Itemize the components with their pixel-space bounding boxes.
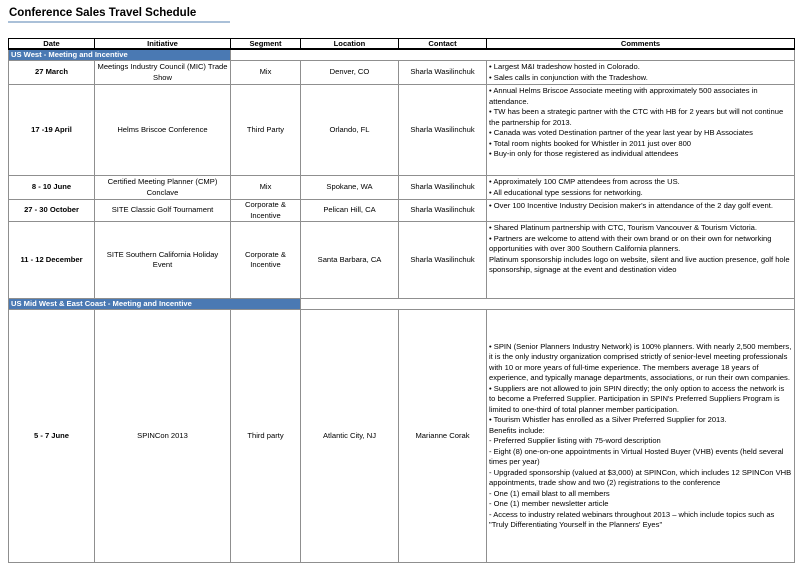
cell-initiative: Helms Briscoe Conference <box>95 85 231 176</box>
cell-date: 17 -19 April <box>9 85 95 176</box>
schedule-table <box>8 38 795 563</box>
header-contact: Contact <box>399 39 487 50</box>
cell-initiative: SPINCon 2013 <box>95 310 231 563</box>
comment-line: • SPIN (Senior Planners Industry Network) is 100% planners. With nearly 2,500 members, it is the only industry organization comprised strictly of senior-level meeting professionals with 10 or more years of full-time experience. The members average 18 years of experience, and typically manage departments, associations, or run their own companies. <box>489 341 792 382</box>
comment-line: • Approximately 100 CMP attendees from across the US. <box>489 177 680 186</box>
title-underline <box>8 21 230 23</box>
cell-segment: Corporate & Incentive <box>231 200 301 222</box>
cell-contact: Marianne Corak <box>399 310 487 563</box>
table-row <box>9 176 795 200</box>
table-row <box>9 61 795 85</box>
table-row <box>9 310 795 563</box>
cell-segment: Third party <box>231 310 301 563</box>
comment-line: • TW has been a strategic partner with the CTC with HB for 2 years but will not continue the partnership for 2013. <box>489 107 784 127</box>
cell-date: 11 - 12 December <box>9 222 95 299</box>
section-header-row <box>9 49 795 61</box>
comment-line: Platinum sponsorship includes logo on website, silent and live auction presence, golf hole sponsorship, signage at the event and destination video <box>489 254 790 274</box>
comment-line: • Largest M&I tradeshow hosted in Colorado. <box>489 62 640 71</box>
header-segment: Segment <box>231 39 301 50</box>
cell-comments <box>487 222 795 299</box>
cell-initiative: SITE Southern California Holiday Event <box>95 222 231 299</box>
cell-comments <box>487 176 795 200</box>
comment-line: - Upgraded sponsorship (valued at $3,000) at SPINCon, which includes 12 SPINCon VHB appointments, trade show and two (2) registrations to the conference <box>489 467 792 487</box>
comment-line: • Annual Helms Briscoe Associate meeting with approximately 500 associates in attendance. <box>489 86 758 106</box>
cell-contact: Sharla Wasilinchuk <box>399 61 487 85</box>
table-row <box>9 200 795 222</box>
comment-line: • Tourism Whistler has enrolled as a Silver Preferred Supplier for 2013. <box>489 415 727 424</box>
cell-initiative: Certified Meeting Planner (CMP) Conclave <box>95 176 231 200</box>
cell-comments <box>487 310 795 563</box>
section-spacer <box>231 49 795 61</box>
header-location: Location <box>301 39 399 50</box>
cell-contact: Sharla Wasilinchuk <box>399 176 487 200</box>
section-label: US West - Meeting and Incentive <box>9 49 231 61</box>
table-row <box>9 222 795 299</box>
section-header-row <box>9 299 795 310</box>
cell-date: 8 - 10 June <box>9 176 95 200</box>
cell-contact: Sharla Wasilinchuk <box>399 222 487 299</box>
comment-line: - Eight (8) one-on-one appointments in Virtual Hosted Buyer (VHB) events (held several times per year) <box>489 446 784 466</box>
page-title: Conference Sales Travel Schedule <box>9 7 197 19</box>
cell-segment: Mix <box>231 61 301 85</box>
cell-segment: Mix <box>231 176 301 200</box>
header-initiative: Initiative <box>95 39 231 50</box>
header-row <box>9 39 795 50</box>
section-spacer <box>301 299 795 310</box>
comment-line: - One (1) member newsletter article <box>489 499 609 508</box>
cell-location: Orlando, FL <box>301 85 399 176</box>
cell-location: Atlantic City, NJ <box>301 310 399 563</box>
section-label: US Mid West & East Coast - Meeting and Incentive <box>9 299 301 310</box>
comment-line: • Sales calls in conjunction with the Tradeshow. <box>489 72 648 82</box>
cell-comments <box>487 61 795 85</box>
table-row <box>9 85 795 176</box>
cell-contact: Sharla Wasilinchuk <box>399 200 487 222</box>
comment-line: • Suppliers are not allowed to join SPIN directly; the only option to access the network is to become a Preferred Supplier. Participation in SPIN's Preferred Suppliers Program is limited to one-third of total planner member participation. <box>489 383 785 414</box>
comment-line: • Partners are welcome to attend with their own brand or on their own for networking opportunities with over 300 Southern California planners. <box>489 233 772 253</box>
cell-initiative: SITE Classic Golf Tournament <box>95 200 231 222</box>
comment-line: - One (1) email blast to all members <box>489 488 610 498</box>
comment-line: Benefits include: <box>489 425 545 435</box>
cell-date: 27 - 30 October <box>9 200 95 222</box>
cell-segment: Third Party <box>231 85 301 176</box>
header-comments: Comments <box>487 39 795 50</box>
comment-line: • Total room nights booked for Whistler in 2011 just over 800 <box>489 138 692 148</box>
cell-date: 27 March <box>9 61 95 85</box>
comment-line: - Preferred Supplier listing with 75-word description <box>489 436 661 445</box>
cell-contact: Sharla Wasilinchuk <box>399 85 487 176</box>
comment-line: • Over 100 Incentive Industry Decision maker's in attendance of the 2 day golf event. <box>489 201 773 210</box>
cell-location: Pelican Hill, CA <box>301 200 399 222</box>
cell-initiative: Meetings Industry Council (MIC) Trade Show <box>95 61 231 85</box>
cell-date: 5 - 7 June <box>9 310 95 563</box>
cell-location: Denver, CO <box>301 61 399 85</box>
cell-location: Santa Barbara, CA <box>301 222 399 299</box>
comment-line: • All educational type sessions for networking. <box>489 187 643 197</box>
cell-comments <box>487 85 795 176</box>
comment-line: • Buy-in only for those registered as individual attendees <box>489 149 679 158</box>
comment-line: • Canada was voted Destination partner of the year last year by HB Associates <box>489 128 753 137</box>
header-date: Date <box>9 39 95 50</box>
cell-comments <box>487 200 795 222</box>
cell-location: Spokane, WA <box>301 176 399 200</box>
cell-segment: Corporate & Incentive <box>231 222 301 299</box>
comment-line: - Access to industry related webinars throughout 2013 – which include topics such as "Truly Differentiating Yourself in the Planners' Eyes" <box>489 509 775 529</box>
comment-line: • Shared Platinum partnership with CTC, Tourism Vancouver & Tourism Victoria. <box>489 223 757 232</box>
